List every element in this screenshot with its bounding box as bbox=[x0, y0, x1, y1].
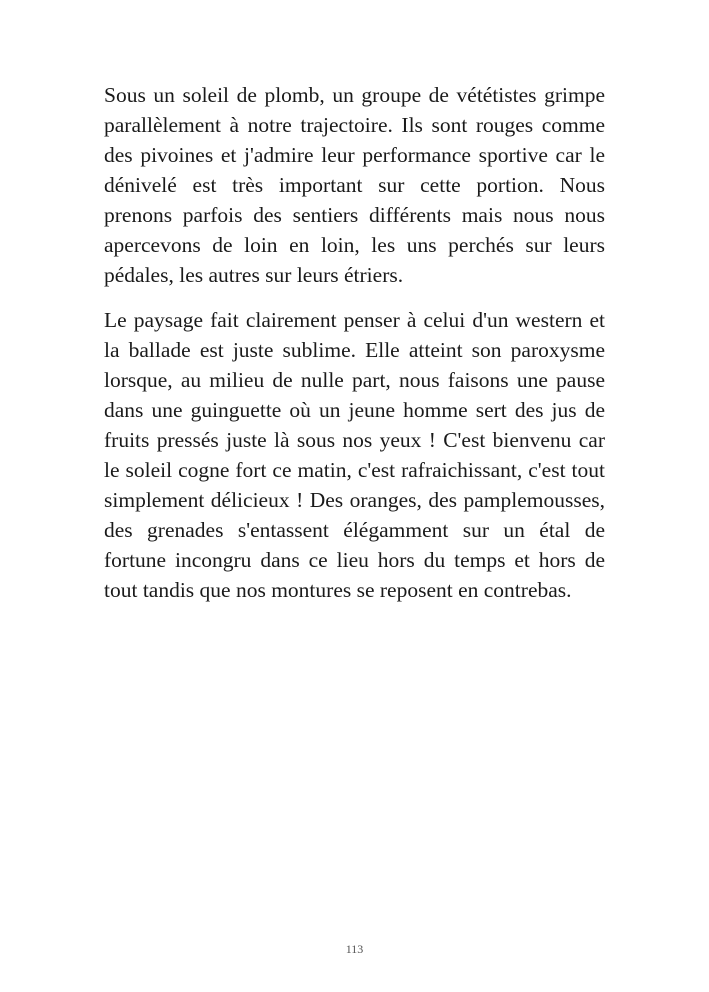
body-text bbox=[104, 80, 605, 605]
page-number: 113 bbox=[345, 942, 364, 956]
paragraph-2: Le paysage fait clairement penser à celui d'un western et la ballade est juste sublime. Elle atteint son paroxysme lorsque, au milieu de nulle part, nous faisons une pause dans une guinguette où un jeune homme sert des jus de fruits pressés juste là sous nos yeux ! C'est bienvenu car le soleil cogne fort ce matin, c'est rafraichissant, c'est tout simplement délicieux ! Des oranges, des pamplemousses, des grenades s'entassent élégamment sur un étal de fortune incongru dans ce lieu hors du temps et hors de tout tandis que nos montures se reposent en contrebas. bbox=[104, 308, 605, 602]
paragraph-1: Sous un soleil de plomb, un groupe de vététistes grimpe parallèlement à notre trajectoire. Ils sont rouges comme des pivoines et j'admire leur performance sportive car le dénivelé est très important sur cette portion. Nous prenons parfois des sentiers différents mais nous nous apercevons de loin en loin, les uns perchés sur leurs pédales, les autres sur leurs étriers. bbox=[104, 83, 605, 287]
